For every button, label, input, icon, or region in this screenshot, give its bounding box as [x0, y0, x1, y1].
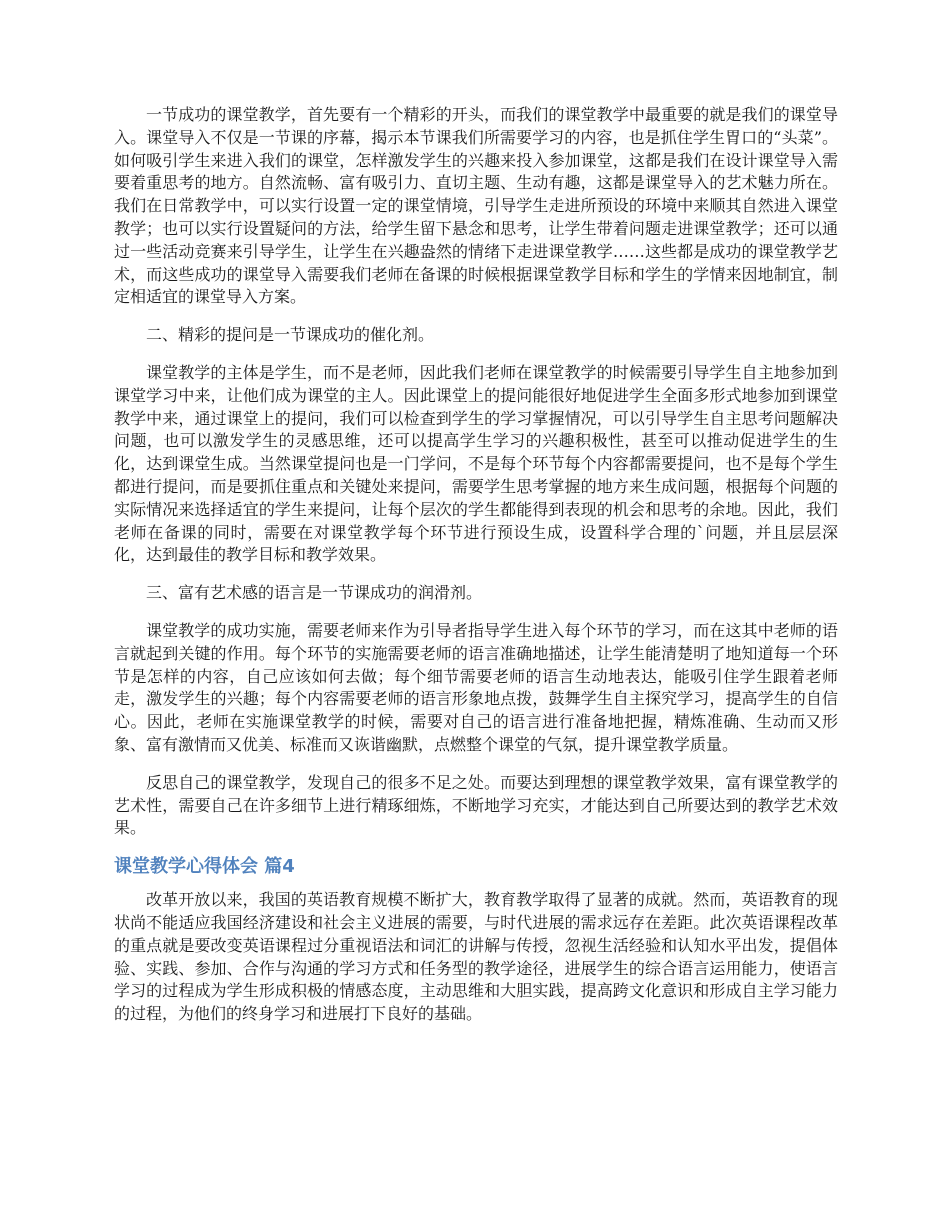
paragraph-questioning: 课堂教学的主体是学生，而不是老师，因此我们老师在课堂教学的时候需要引导学生自主地参加到课堂学习中来，让他们成为课堂的主人。因此课堂上的提问能很好地促进学生全面多形式地参加到课堂教学中来，通过课堂上的提问，我们可以检查到学生的学习掌握情况，可以引导学生自主思考问题解决问题，也可以激发学生的灵感思维，还可以提高学生学习的兴趣积极性，甚至可以推动促进学生的生化，达到课堂生成。当然课堂提问也是一门学问，不是每个环节每个内容都需要提问，也不是每个学生都进行提问，而是要抓住重点和关键处来提问，需要学生思考掌握的地方来生成问题，根据每个问题的实际情况来选择适宜的学生来提问，让每个层次的学生都能得到表现的机会和思考的余地。因此，我们老师在备课的同时，需要在对课堂教学每个环节进行预设生成，设置科学合理的`问题，并且层层深化，达到最佳的教学目标和教学效果。: [114, 362, 838, 565]
paragraph-subheading-questioning: 二、精彩的提问是一节课成功的催化剂。: [146, 325, 435, 345]
paragraph-reflection: 反思自己的课堂教学，发现自己的很多不足之处。而要达到理想的课堂教学效果，富有课堂教学的艺术性，需要自己在许多细节上进行精琢细炼，不断地学习充实，才能达到自己所要达到的教学艺术效果。: [114, 772, 838, 838]
paragraph-course-introduction: 一节成功的课堂教学，首先要有一个精彩的开头，而我们的课堂教学中最重要的就是我们的课堂导入。课堂导入不仅是一节课的序幕，揭示本节课我们所需要学习的内容，也是抓住学生胃口的“头菜”。如何吸引学生来进入我们的课堂，怎样激发学生的兴趣来投入参加课堂，这都是我们在设计课堂导入需要着重思考的地方。自然流畅、富有吸引力、直切主题、生动有趣，这都是课堂导入的艺术魅力所在。我们在日常教学中，可以实行设置一定的课堂情境，引导学生走进所预设的环境中来顺其自然进入课堂教学；也可以实行设置疑问的方法，给学生留下悬念和思考，让学生带着问题走进课堂教学；还可以通过一些活动竞赛来引导学生，让学生在兴趣盎然的情绪下走进课堂教学……这些都是成功的课堂教学艺术，而这些成功的课堂导入需要我们老师在备课的时候根据课堂教学目标和学生的学情来因地制宜，制定相适宜的课堂导入方案。: [114, 105, 838, 307]
paragraph-english-education: 改革开放以来，我国的英语教育规模不断扩大，教育教学取得了显著的成就。然而，英语教育的现状尚不能适应我国经济建设和社会主义进展的需要，与时代进展的需求远存在差距。此次英语课程改革的重点就是要改变英语课程过分重视语法和词汇的讲解与传授，忽视生活经验和认知水平出发，提倡体验、实践、参加、合作与沟通的学习方式和任务型的教学途径，进展学生的综合语言运用能力，使语言学习的过程成为学生形成积极的情感态度，主动思维和大胆实践，提高跨文化意识和形成自主学习能力的过程，为他们的终身学习和进展打下良好的基础。: [114, 890, 838, 1024]
document-page: [114, 104, 838, 1041]
paragraph-subheading-language: 三、富有艺术感的语言是一节课成功的润滑剂。: [146, 583, 483, 603]
paragraph-language: 课堂教学的成功实施，需要老师来作为引导者指导学生进入每个环节的学习，而在这其中老师的语言就起到关键的作用。每个环节的实施需要老师的语言准确地描述，让学生能清楚明了地知道每一个环节是怎样的内容，自己应该如何去做；每个细节需要老师的语言生动地表达，能吸引住学生跟着老师走，激发学生的兴趣；每个内容需要老师的语言形象地点拨，鼓舞学生自主探究学习，提高学生的自信心。因此，老师在实施课堂教学的时候，需要对自己的语言进行准备地把握，精炼准确、生动而又形象、富有激情而又优美、标准而又诙谐幽默，点燃整个课堂的气氛，提升课堂教学质量。: [114, 620, 838, 754]
section-heading: 课堂教学心得体会 篇4: [114, 856, 295, 878]
